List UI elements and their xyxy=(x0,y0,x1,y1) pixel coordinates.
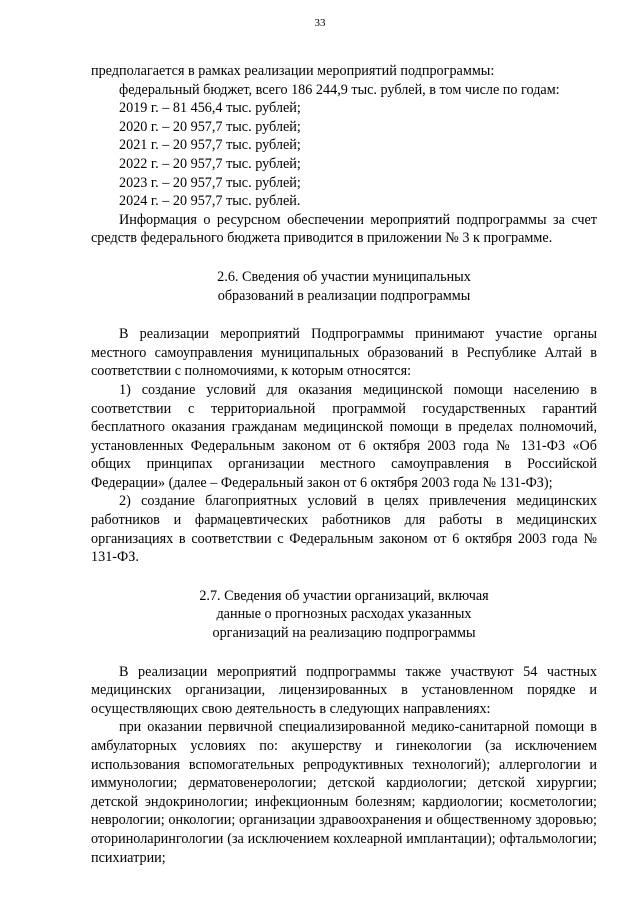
budget-year-2020: 2020 г. – 20 957,7 тыс. рублей; xyxy=(119,118,301,135)
budget-year-2021: 2021 г. – 20 957,7 тыс. рублей; xyxy=(119,137,301,154)
section-2-6-heading-line: 2.6. Сведения об участии муниципальных xyxy=(217,268,471,285)
section-2-7-heading-line: 2.7. Сведения об участии организаций, включая xyxy=(199,587,489,604)
budget-year-2024: 2024 г. – 20 957,7 тыс. рублей. xyxy=(119,193,301,210)
budget-year-2023: 2023 г. – 20 957,7 тыс. рублей; xyxy=(119,174,301,191)
section-2-6-heading xyxy=(91,268,597,305)
budget-year-2019: 2019 г. – 81 456,4 тыс. рублей; xyxy=(119,100,301,117)
funding-info-paragraph: Информация о ресурсном обеспечении мероприятий подпрограммы за счет средств федерального бюджета приводится в приложении № 3 к программе. xyxy=(91,211,597,247)
federal-budget-line: федеральный бюджет, всего 186 244,9 тыс. рублей, в том числе по годам: xyxy=(119,81,560,98)
section-2-6-paragraph: В реализации мероприятий Подпрограммы принимают участие органы местного самоуправления муниципальных образований в Республике Алтай в соответствии с полномочиями, к которым относятся: xyxy=(91,326,597,380)
intro-paragraph: предполагается в рамках реализации мероприятий подпрограммы: xyxy=(91,63,495,79)
section-2-6-heading-line: образований в реализации подпрограммы xyxy=(217,287,471,304)
budget-year-2022: 2022 г. – 20 957,7 тыс. рублей; xyxy=(119,155,301,172)
section-2-7-heading xyxy=(91,587,597,643)
section-2-7-heading-line: данные о прогнозных расходах указанных xyxy=(216,606,472,623)
section-2-7-heading-line: организаций на реализацию подпрограммы xyxy=(212,625,476,642)
section-2-6-item-1: 1) создание условий для оказания медицинской помощи населению в соответствии с территориальной программой государственных гарантий бесплатного оказания гражданам медицинской помощи в пределах полномочий, установленных Федеральным законом от 6 октября 2003 года № 131-ФЗ «Об общих принципах организации местного самоуправления в Российской Федерации» (далее – Федеральный закон от 6 октября 2003 года № 131-ФЗ); xyxy=(91,381,597,491)
section-2-6-item-2: 2) создание благоприятных условий в целях привлечения медицинских работников и фармацевтических работников для работы в медицинских организациях в соответствии с Федеральным законом от 6 октября 2003 года № 131-ФЗ. xyxy=(91,493,597,566)
document-body xyxy=(91,62,597,867)
section-2-7-directions-paragraph: при оказании первичной специализированной медико-санитарной помощи в амбулаторных условиях по: акушерству и гинекологии (за исключением использования вспомогательных репродуктивных технологий); аллергологии и иммунологии; дерматовенерологии; детской кардиологии; детской хирургии; детской эндокринологии; инфекционным болезням; кардиологии; косметологии; неврологии; онкологии; организации здравоохранения и общественному здоровью; оториноларингологии (за исключением кохлеарной имплантации); офтальмологии; психиатрии; xyxy=(91,719,597,866)
section-2-7-paragraph: В реализации мероприятий подпрограммы также участвуют 54 частных медицинских организации, лицензированных в установленном порядке и осуществляющих свою деятельность в следующих направлениях: xyxy=(91,663,597,717)
page-number: 33 xyxy=(314,17,326,29)
